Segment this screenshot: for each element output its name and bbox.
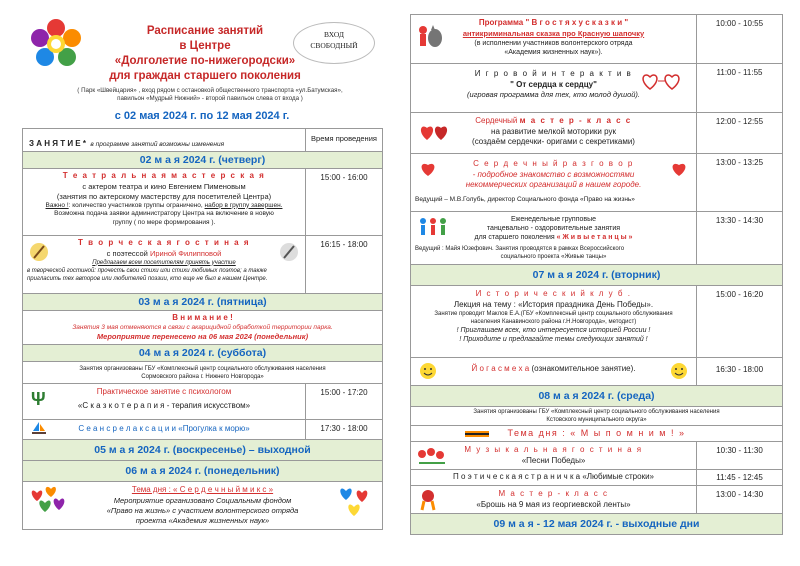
- relax-time: 17:30 - 18:00: [306, 420, 383, 440]
- psy-title: Практическое занятие с психологом: [96, 387, 232, 396]
- activity-note: в программе занятий возможны изменения: [90, 141, 225, 148]
- time-header: Время проведения: [306, 129, 383, 152]
- day-may-08: 08 м а я 2024 г. (среда): [411, 386, 783, 407]
- dance-line-2: танцевально - оздоровительные занятия: [486, 225, 621, 232]
- activity-header: [23, 129, 306, 152]
- game-subtitle: " От сердца к сердцу": [510, 79, 597, 89]
- lounge-line-2: Предлагаем всем посетителям принять участие: [92, 259, 236, 266]
- workshop-line-3b: набор в группу завершен.: [204, 201, 283, 209]
- day-may-05: 05 м а я 2024 г. (воскресенье) – выходной: [23, 440, 383, 461]
- talk-line-3: Ведущий – М.В.Голубь, директор Социального фонда «Право на жизнь»: [415, 195, 635, 203]
- lounge-line-4: пригласить тех авторов или любителей поэзии, кто еще не был в нашем Центре.: [27, 275, 268, 282]
- workshop-title: Т е а т р а л ь н а я м а с т е р с к а я: [62, 171, 266, 180]
- heart-icon-right: [670, 161, 688, 182]
- logo: [30, 18, 82, 70]
- psy-time: 15:00 - 17:20: [306, 384, 383, 420]
- mk1-time: 12:00 - 12:55: [697, 113, 783, 154]
- relaxation-session: [23, 420, 306, 440]
- workshop-line-5: группу ( по мере формирования ).: [112, 218, 216, 226]
- day-may-02: 02 м а я 2024 г. (четверг): [23, 152, 383, 169]
- music-time: 10:30 - 11:30: [697, 442, 783, 470]
- balloons-icon: [29, 483, 69, 530]
- theme-line-2: «Право на жизнь» с участием волонтерского отряда: [106, 505, 299, 515]
- wolf-icon: [417, 24, 443, 57]
- fairy-time: 10:00 - 10:55: [697, 15, 783, 64]
- brooch-title: М а с т е р - к л а с с: [498, 489, 609, 498]
- laughter-yoga: [411, 358, 697, 386]
- theme-day: Тема дня : « С е р д е ч н ы й м и к с »: [131, 485, 274, 494]
- entry-line-1: ВХОД: [323, 30, 344, 39]
- workshop-line-1: с актером театра и кино Евгением Пименовым: [82, 181, 246, 191]
- mk1-line-1: на развитие мелкой моторики рук: [491, 126, 616, 136]
- talk-title: С е р д е ч н ы й р а з г о в о р: [473, 159, 634, 168]
- quill-icon-right: [279, 242, 299, 267]
- mk1-title-a: Сердечный: [475, 116, 518, 125]
- org-line-2: Сормовского района г. Нижнего Новгорода»: [141, 374, 264, 380]
- org8-line-2: Кстовского муниципального округа»: [546, 417, 647, 423]
- club-line-1: Занятие проводит Маклов Е.А.(ГБУ «Комплексный центр социального обслуживания: [434, 311, 673, 317]
- yoga-title: Й о г а с м е х а: [471, 364, 530, 373]
- may-08-org: [411, 407, 783, 426]
- lounge-title: Т в о р ч е с к а я г о с т и н а я: [78, 238, 250, 247]
- notice-line-1: Занятия 3 мая отменяются в связи с акарицидной обработкой территории парка.: [72, 323, 333, 331]
- org8-line-1: Занятия организованы ГБУ «Комплексный центр социального обслуживания населения: [473, 409, 720, 415]
- dance-line-5: социального проекта «Живые танцы»: [500, 254, 607, 260]
- dance-line-4: Ведущий : Майя Юзефович. Занятия проводятся в рамках Всероссийского: [415, 246, 625, 252]
- notice-line-2: Мероприятие перенесено на 06 мая 2024 (понедельник): [96, 332, 309, 341]
- creative-lounge: [23, 236, 306, 294]
- entry-line-2: СВОБОДНЫЙ: [310, 41, 358, 50]
- psy-subtitle: «С к а з к о т е р а п и я - терапия искусством»: [77, 400, 251, 410]
- music-subtitle: «Песни Победы»: [521, 455, 586, 465]
- fairy-tale-program: [411, 15, 697, 64]
- theatre-workshop: [23, 169, 306, 236]
- club-line-2: населения Канавинского района г.Н.Новгорода», методист): [470, 319, 637, 325]
- club-title: И с т о р и ч е с к и й к л у б .: [475, 289, 632, 298]
- may-08-theme: [411, 426, 783, 442]
- dance-time: 13:30 - 14:30: [697, 212, 783, 265]
- lounge-time: 16:15 - 18:00: [306, 236, 383, 294]
- address: [40, 87, 380, 103]
- game-title: И г р о в о й и н т е р а к т и в: [474, 69, 633, 78]
- title-line-3: «Долголетие по-нижегородски»: [114, 55, 296, 67]
- psychologist-session: [23, 384, 306, 420]
- lounge-poet: Ириной Филипповой: [149, 248, 222, 258]
- may-06-theme: [23, 482, 383, 530]
- address-line-2: павильон «Мудрый Нижний» - второй павильон слева от входа ): [117, 95, 303, 102]
- poetry-time: 11:45 - 12:45: [697, 470, 783, 486]
- day-may-03: 03 м а я 2024 г. (пятница): [23, 294, 383, 311]
- origami-hearts-icon: [417, 120, 451, 149]
- yoga-note: (ознакомительное занятие).: [531, 364, 636, 373]
- fairy-line-1: (в исполнении участников волонтерского отряда: [474, 39, 633, 47]
- balloons-icon-right: [336, 483, 376, 530]
- dance-line-3a: для старшего поколения: [474, 234, 555, 241]
- club-line-4: ! Приходите и предлагайте темы следующих занятий !: [459, 336, 648, 343]
- talk-line-2: некоммерческих организаций в нашем городе.: [465, 180, 642, 189]
- may-04-org: [23, 362, 383, 384]
- mk1-line-2: (создаём сердечки- оригами с секретиками): [472, 137, 635, 146]
- live-dance: [411, 212, 697, 265]
- talk-time: 13:00 - 13:25: [697, 154, 783, 212]
- poetry-page: П о э т и ч е с к а я с т р а н и ч к а «Любимые строки»: [411, 470, 697, 486]
- hearts-icon: [638, 71, 688, 98]
- title-line-1: Расписание занятий: [146, 25, 264, 37]
- sailboat-icon: [31, 421, 47, 440]
- quill-icon: [29, 242, 49, 267]
- flowers-icon: [417, 447, 447, 470]
- smiley-icon-right: [670, 362, 688, 385]
- mk1-title-b: м а с т е р - к л а с с: [519, 116, 632, 125]
- lounge-line-1a: с поэтессой: [106, 248, 148, 258]
- may-03-notice: [23, 311, 383, 345]
- history-club: [411, 286, 697, 358]
- dancers-icon: [417, 217, 449, 244]
- game-interactive: [411, 64, 697, 113]
- brooch-time: 13:00 - 14:30: [697, 486, 783, 514]
- music-title: М у з ы к а л ь н а я г о с т и н а я: [464, 445, 643, 454]
- schedule-right: [410, 14, 783, 535]
- fairy-title: Программа " В г о с т я х у с к а з к и ": [478, 18, 629, 27]
- lounge-line-3: в творческой гостиной: прочесть свои стихи или стихи любимых поэтов; а также: [27, 267, 267, 274]
- yoga-time: 16:30 - 18:00: [697, 358, 783, 386]
- workshop-line-3: : количество участников группы ограничено,: [68, 201, 203, 209]
- org-line-1: Занятия организованы ГБУ «Комплексный центр социального обслуживания населения: [79, 366, 326, 372]
- day-may-06: 06 м а я 2024 г. (понедельник): [23, 461, 383, 482]
- theme-line-1: Мероприятие организовано Социальным фондом: [113, 495, 292, 505]
- schedule-left: [22, 128, 383, 530]
- activity-label: З А Н Я Т И Е *: [29, 139, 86, 148]
- game-line-1: (игровая программа для тех, кто молод душой).: [466, 90, 641, 99]
- day-may-07: 07 м а я 2024 г. (вторник): [411, 265, 783, 286]
- lecture-title: Лекция на тему : «История праздника День Победы».: [453, 299, 654, 309]
- victory-ribbon-icon: [465, 427, 489, 445]
- workshop-time: 15:00 - 16:00: [306, 169, 383, 236]
- free-entry-badge: [293, 22, 375, 64]
- fairy-line-2: «Академия жизненных наук»).: [504, 48, 603, 56]
- dance-line-1: Еженедельные групповые: [510, 216, 597, 223]
- psi-icon: Ψ: [31, 389, 46, 409]
- dance-title: « Ж и в ы е т а н ц ы »: [556, 234, 633, 241]
- heart-talk: [411, 154, 697, 212]
- music-lounge: [411, 442, 697, 470]
- brooch-subtitle: «Брошь на 9 мая из георгиевской ленты»: [476, 499, 631, 509]
- important-label: Важно !: [45, 201, 69, 209]
- fairy-subtitle: антикриминальная сказка про Красную шапочку: [462, 28, 645, 38]
- origami-masterclass: [411, 113, 697, 154]
- workshop-line-4: Возможна подача заявки администратору Центра на включение в новую: [54, 210, 274, 217]
- title-line-2: в Центре: [179, 40, 231, 52]
- workshop-line-2: (занятия по актерскому мастерству для посетителей Центра): [56, 191, 272, 201]
- attention-label: В н и м а н и е !: [172, 313, 233, 322]
- smiley-icon: [419, 362, 437, 385]
- club-time: 15:00 - 16:20: [697, 286, 783, 358]
- heart-icon: [419, 161, 437, 182]
- period: с 02 мая 2024 г. по 12 мая 2024 г.: [114, 110, 290, 122]
- day-may-04: 04 м а я 2024 г. (суббота): [23, 345, 383, 362]
- theme-line-3: проекта «Академия жизненных наук»: [135, 515, 270, 525]
- talk-line-1: - подробное знакомство с возможностями: [472, 169, 635, 179]
- title-line-4: для граждан старшего поколения: [109, 70, 301, 82]
- address-line-1: ( Парк «Швейцария» , вход рядом с остановкой общественного транспорта «ул.Батумская»,: [77, 87, 343, 94]
- game-time: 11:00 - 11:55: [697, 64, 783, 113]
- brooch-masterclass: [411, 486, 697, 514]
- page-title: [95, 24, 315, 84]
- relax-title: С е а н с р е л а к с а ц и и «Прогулка к морю»: [78, 424, 250, 433]
- theme-may-08: Тема дня : « М ы п о м н и м ! »: [507, 428, 686, 438]
- closing-days: 09 м а я - 12 мая 2024 г. - выходные дни: [411, 514, 783, 535]
- brooch-icon: [419, 489, 437, 516]
- club-line-3: ! Приглашаем всех, кто интересуется историей России !: [456, 327, 651, 334]
